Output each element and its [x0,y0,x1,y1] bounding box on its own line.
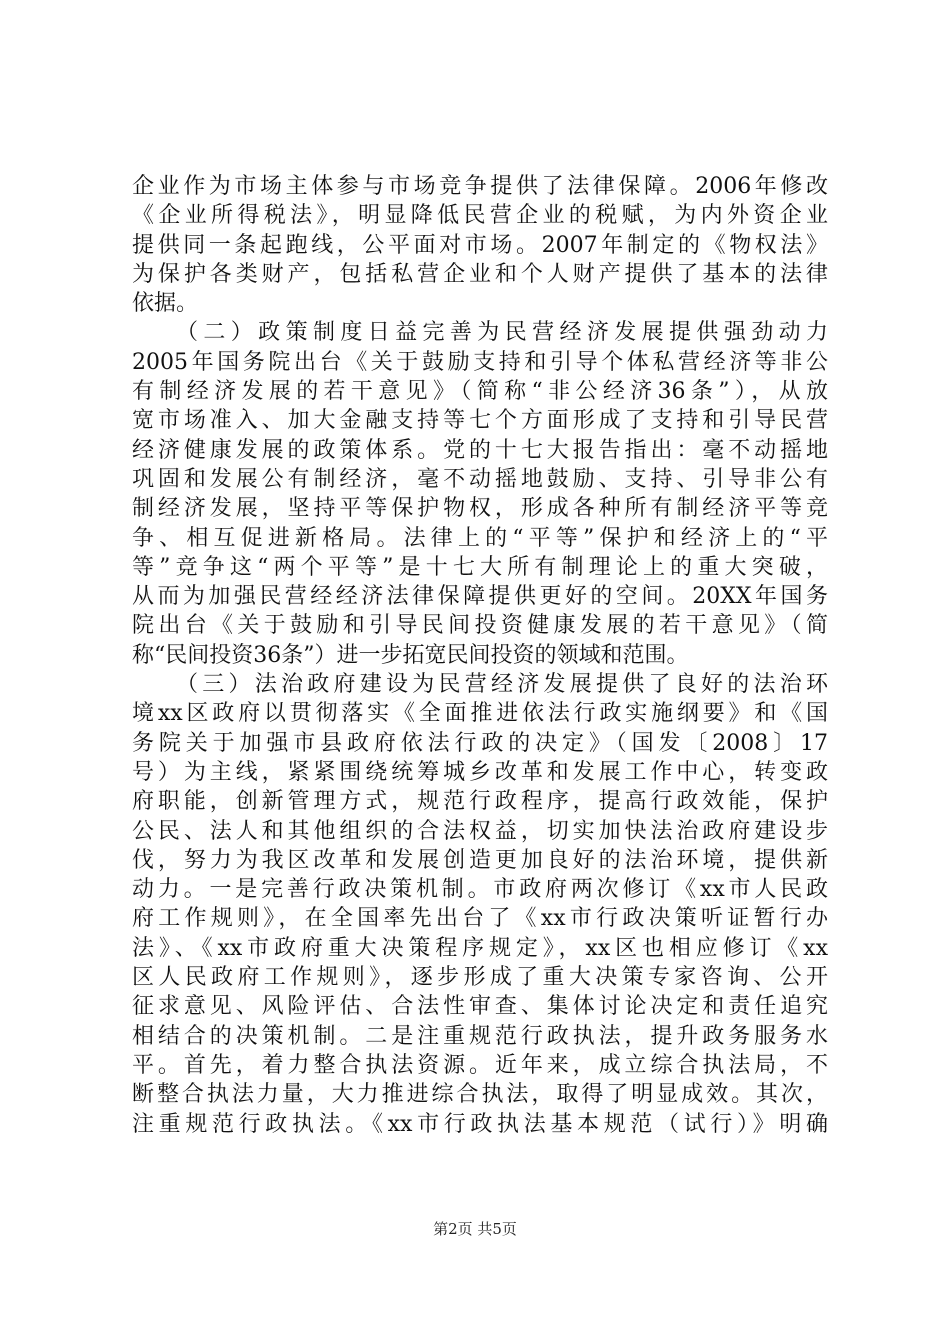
text-line: 征求意见、风险评估、合法性审查、集体讨论决定和责任追究 [132,994,828,1020]
text-line: 务院关于加强市县政府依法行政的决定》（国发〔2008〕17 [132,730,828,756]
text-line: 等”竞争这“两个平等”是十七大所有制理论上的重大突破， [132,554,828,580]
text-line: （二）政策制度日益完善为民营经济发展提供强劲动力 [176,320,828,346]
text-line: 提供同一条起跑线，公平面对市场。2007年制定的《物权法》 [132,232,828,258]
text-line: 为保护各类财产，包括私营企业和个人财产提供了基本的法律 [132,261,828,287]
text-line: 公民、法人和其他组织的合法权益，切实加快法治政府建设步 [132,818,828,844]
page-footer: 第2页 共5页 [433,1220,517,1238]
text-line: 府职能，创新管理方式，规范行政程序，提高行政效能，保护 [132,789,828,815]
text-line: 2005年国务院出台《关于鼓励支持和引导个体私营经济等非公 [132,349,828,375]
text-line: 境xx区政府以贯彻落实《全面推进依法行政实施纲要》和《国 [132,701,828,727]
text-line: 断整合执法力量，大力推进综合执法，取得了明显成效。其次， [132,1082,828,1108]
text-line: 巩固和发展公有制经济，毫不动摇地鼓励、支持、引导非公有 [132,466,828,492]
text-line: 府工作规则》，在全国率先出台了《xx市行政决策听证暂行办 [132,906,828,932]
text-line: 相结合的决策机制。二是注重规范行政执法，提升政务服务水 [132,1023,828,1049]
text-line: 伐，努力为我区改革和发展创造更加良好的法治环境，提供新 [132,847,828,873]
text-line: 制经济发展，坚持平等保护物权，形成各种所有制经济平等竞 [132,496,828,522]
text-line: 宽市场准入、加大金融支持等七个方面形成了支持和引导民营 [132,408,828,434]
text-line: 注重规范行政执法。《xx市行政执法基本规范（试行）》明确 [132,1111,828,1137]
text-line: 动力。一是完善行政决策机制。市政府两次修订《xx市人民政 [132,877,828,903]
text-line: （三）法治政府建设为民营经济发展提供了良好的法治环 [176,672,828,698]
text-line: 法》、《xx市政府重大决策程序规定》，xx区也相应修订《xx [132,935,828,961]
text-line: 号）为主线，紧紧围绕统筹城乡改革和发展工作中心，转变政 [132,759,828,785]
text-line: 企业作为市场主体参与市场竞争提供了法律保障。2006年修改 [132,174,828,199]
text-line: 争、相互促进新格局。法律上的“平等”保护和经济上的“平 [132,525,828,551]
document-body [132,172,828,1139]
text-line: 依据。 [132,291,199,317]
text-line: 有制经济发展的若干意见》（简称“非公经济36条”），从放 [132,379,828,405]
text-line: 称“民间投资36条”）进一步拓宽民间投资的领域和范围。 [132,642,689,668]
text-line: 平。首先，着力整合执法资源。近年来，成立综合执法局，不 [132,1052,828,1078]
text-line: 区人民政府工作规则》，逐步形成了重大决策专家咨询、公开 [132,965,828,991]
text-line: 经济健康发展的政策体系。党的十七大报告指出：毫不动摇地 [132,437,828,463]
text-line: 从而为加强民营经经济法律保障提供更好的空间。20XX年国务 [132,584,828,610]
text-line: 《企业所得税法》，明显降低民营企业的税赋，为内外资企业 [132,203,828,229]
text-line: 院出台《关于鼓励和引导民间投资健康发展的若干意见》（简 [132,613,828,639]
